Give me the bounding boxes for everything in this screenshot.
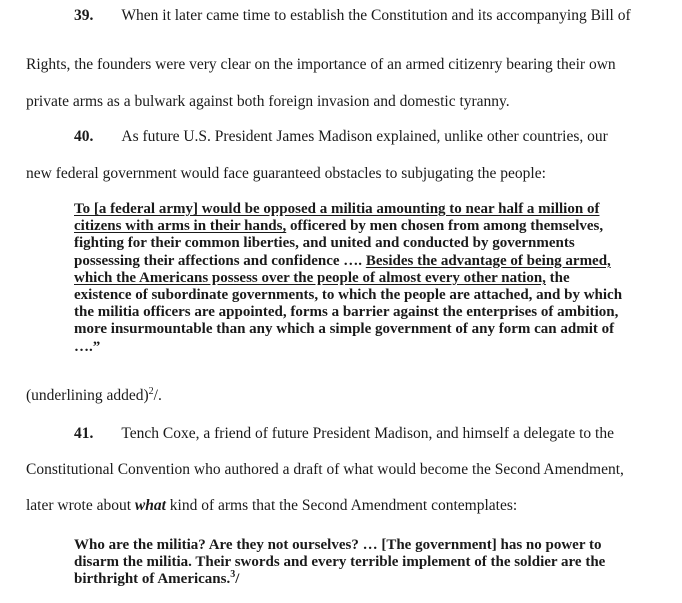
paragraph-text: When it later came time to establish the Constitution and its accompanying Bill of xyxy=(121,7,631,24)
block-quote-madison xyxy=(74,201,646,356)
quote-line: To [a federal army] would be opposed a militia amounting to near half a million of xyxy=(74,201,600,217)
paragraph-39-line-1 xyxy=(74,6,674,26)
footnote-ref[interactable]: 3 xyxy=(230,569,236,581)
quote-line: citizens with arms in their hands, officered by men chosen from among themselves, xyxy=(74,218,604,235)
block-quote-coxe xyxy=(74,537,646,589)
quote-line: more insurmountable than any which a simple government of any form can admit of xyxy=(74,321,615,338)
paragraph-39-line-3: private arms as a bulwark against both foreign invasion and domestic tyranny. xyxy=(26,93,510,110)
quote-line: disarm the militia. Their swords and every terrible implement of the soldier are the xyxy=(74,554,606,571)
paragraph-number: 39. xyxy=(74,7,94,24)
quote-line: ….” xyxy=(74,338,101,355)
paragraph-41-line-3: later wrote about what kind of arms that the Second Amendment contemplates: xyxy=(26,497,518,514)
quote-line: possessing their affections and confidence …. Besides the advantage of being armed, xyxy=(74,252,611,269)
quote-line: fighting for their common liberties, and united and conducted by governments xyxy=(74,235,575,252)
paragraph-40-line-2: new federal government would face guaranteed obstacles to subjugating the people: xyxy=(26,165,546,182)
quote-line: which the Americans possess over the people of almost every other nation, the xyxy=(74,269,570,286)
paragraph-text: As future U.S. President James Madison explained, unlike other countries, our xyxy=(121,128,608,145)
footnote-ref[interactable]: 2 xyxy=(148,386,154,397)
paragraph-40-line-1 xyxy=(74,127,674,147)
paragraph-41-line-2: Constitutional Convention who authored a draft of what would become the Second Amendment, xyxy=(26,461,624,478)
paragraph-41-line-1 xyxy=(74,424,674,444)
paragraph-39-line-2: Rights, the founders were very clear on the importance of an armed citizenry bearing their own xyxy=(26,56,616,73)
quote-line: birthright of Americans.$^3$/ xyxy=(74,569,240,588)
paragraph-text: Tench Coxe, a friend of future President Madison, and himself a delegate to the xyxy=(121,425,614,442)
emphasis-what: what xyxy=(134,497,166,514)
quote-line: the militia officers are appointed, forms a barrier against the enterprises of ambition, xyxy=(74,304,619,321)
quote-line: existence of subordinate governments, to which the people are attached, and by which xyxy=(74,287,623,304)
paragraph-number: 41. xyxy=(74,425,94,442)
underlining-note: (underlining added)$^2$/. xyxy=(26,386,162,404)
quote-line: Who are the militia? Are they not ourselves? … [The government] has no power to xyxy=(74,537,602,553)
paragraph-number: 40. xyxy=(74,128,94,145)
